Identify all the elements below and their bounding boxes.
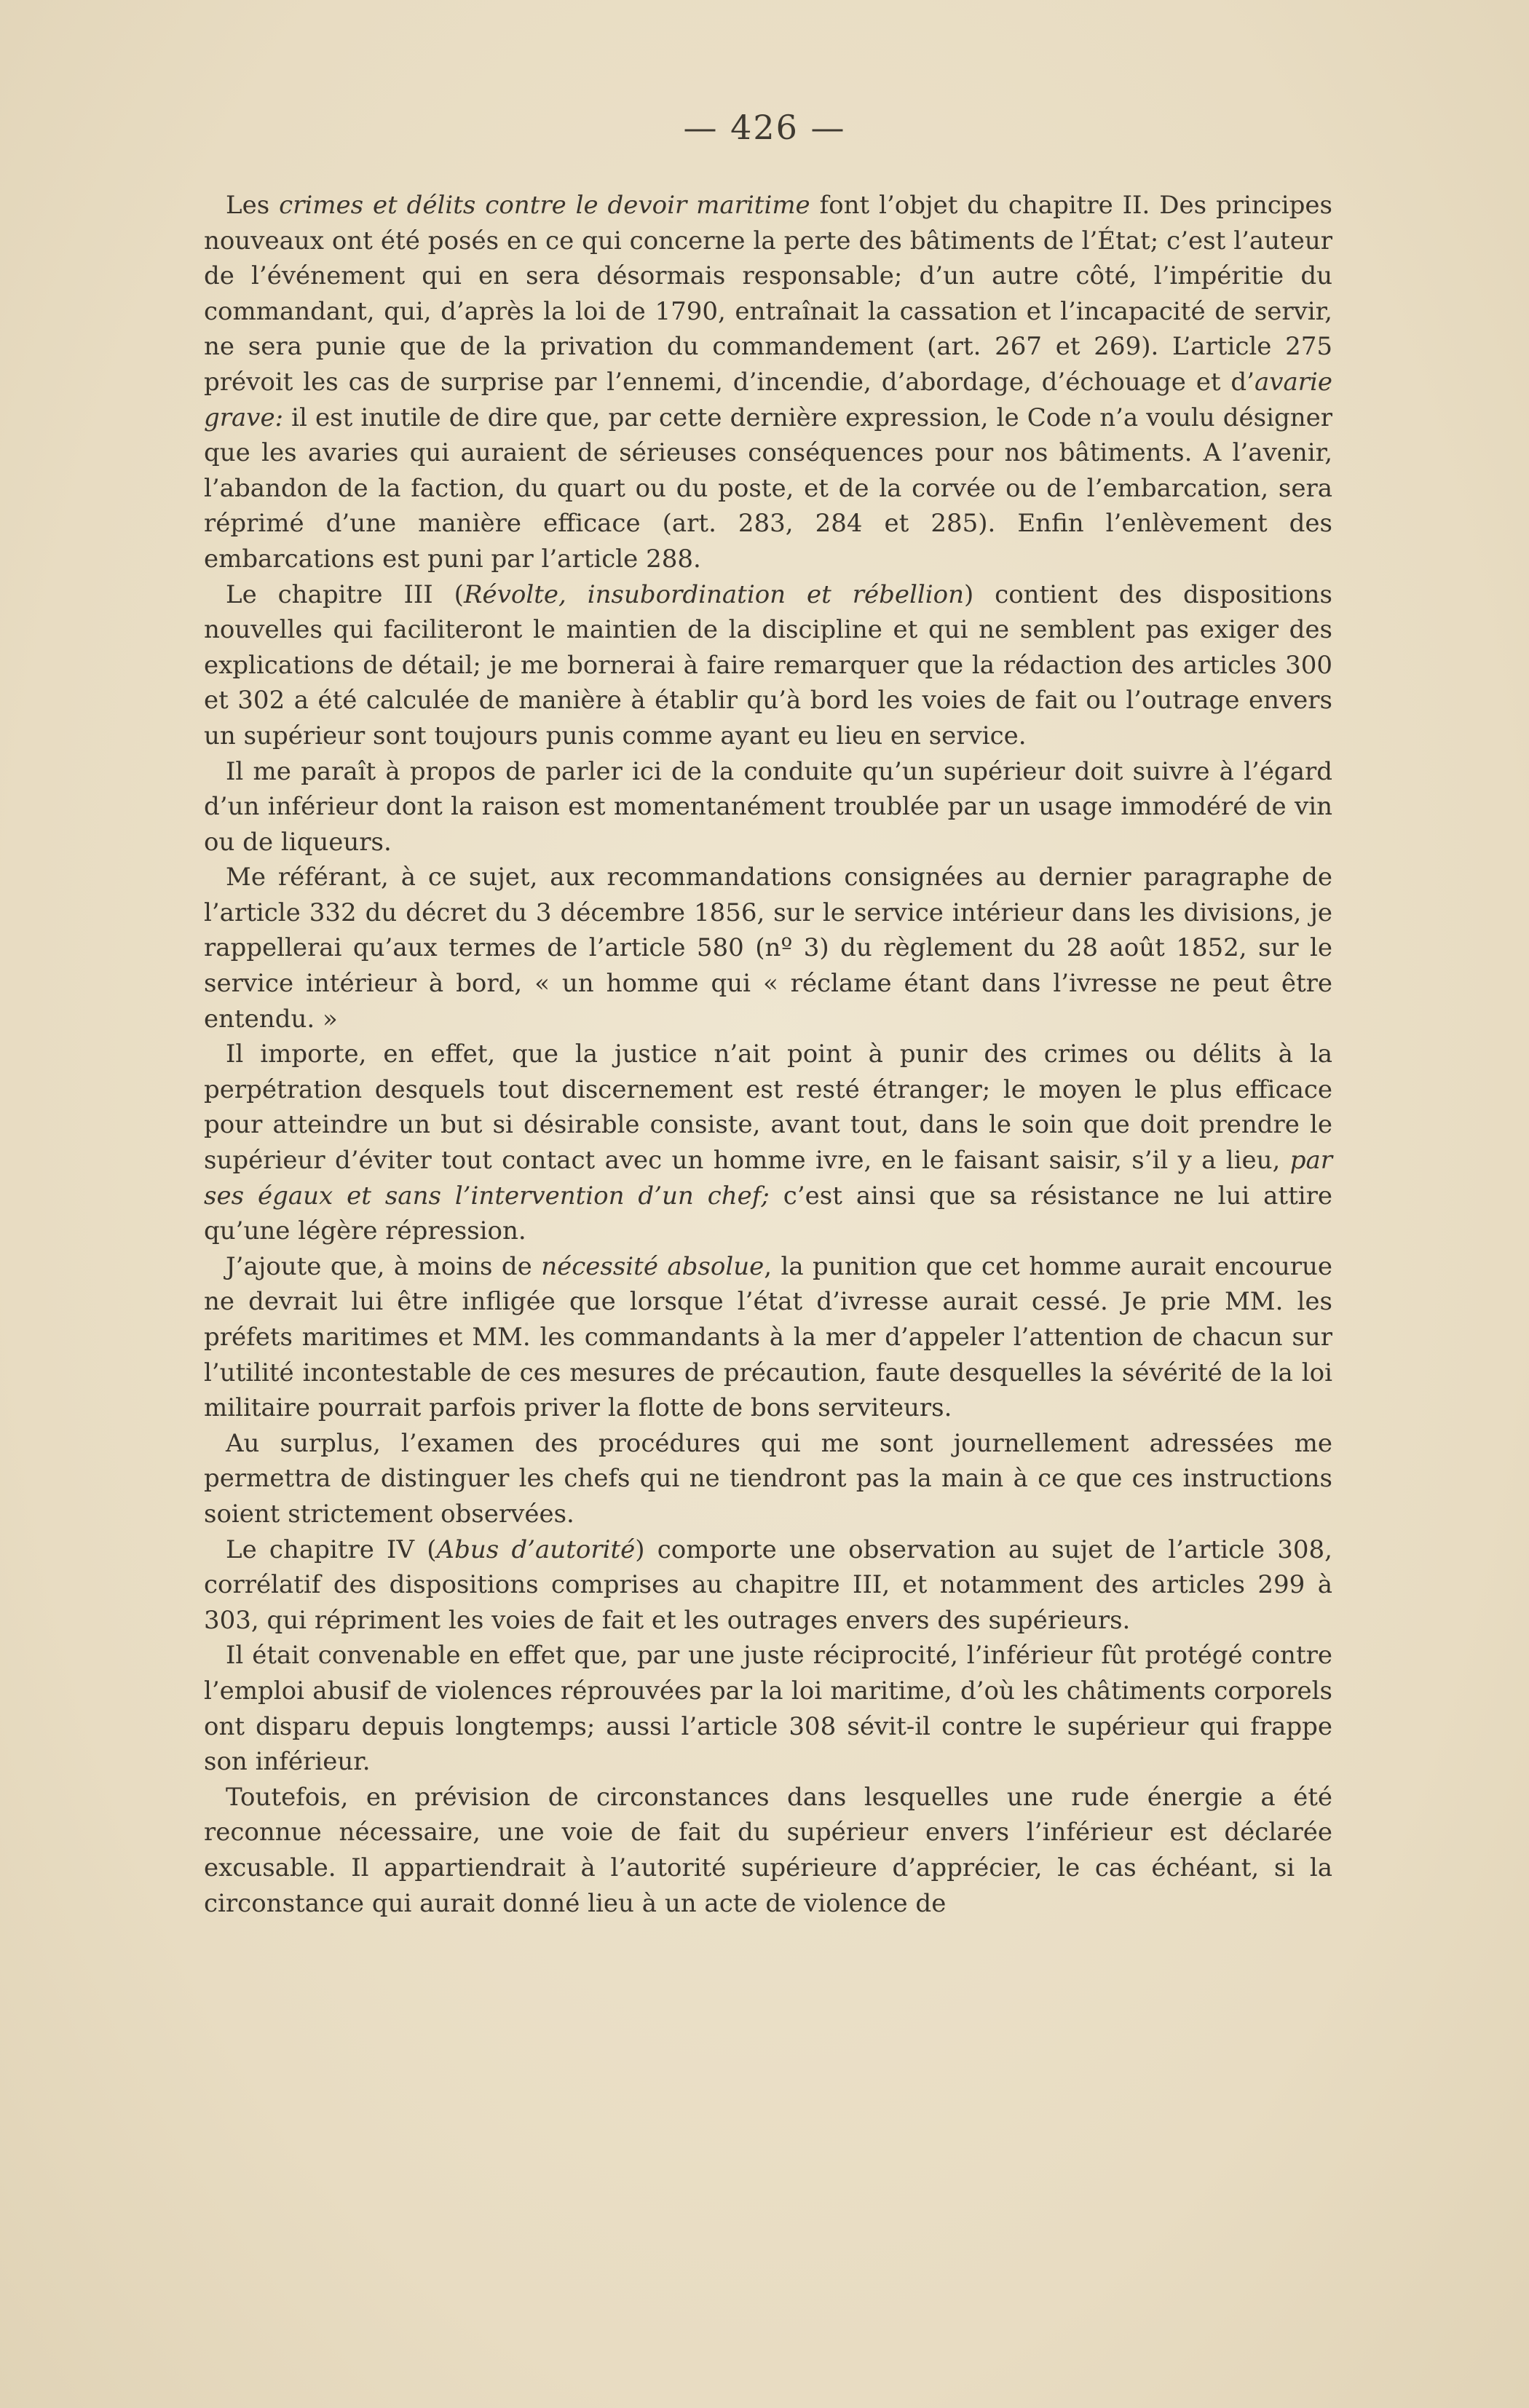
body-text (204, 188, 1332, 1921)
paragraph (204, 1532, 1332, 1639)
text-run: Il importe, en effet, que la justice n’ait point à punir des crimes ou délits à la perpétration desquels tout discernement est resté étranger; le moyen le plus efficace pour atteindre un but si désirable consiste, avant tout, dans le soin que doit prendre le supérieur d’éviter tout contact avec un homme ivre, en le faisant saisir, s’il y a lieu, (204, 1039, 1332, 1176)
italic-text: crimes et délits contre le devoir maritime (279, 191, 810, 220)
italic-text: Révolte, insubordination et rébellion (463, 579, 964, 609)
text-run: , la punition que cet homme aurait encourue ne devrait lui être infligée que lorsque l’état d’ivresse aurait cessé. Je prie MM. les préfets maritimes et MM. les commandants à la mer d’appeler l’attention de chacun sur l’utilité incontestable de ces mesures de précaution, faute desquelles la sévérité de la loi militaire pourrait parfois priver la flotte de bons serviteurs. (204, 1251, 1333, 1423)
paragraph (204, 860, 1332, 1037)
italic-text: par ses égaux et sans l’intervention d’un chef; (204, 1146, 1332, 1211)
text-run: il est inutile de dire que, par cette dernière expression, le Code n’a voulu désigner que les avaries qui auraient de sérieuses conséquences pour nos bâtiments. A l’avenir, l’abandon de la faction, du quart ou du poste, et de la corvée ou de l’embarcation, sera réprimé d’une manière efficace (art. 283, 284 et 285). Enfin l’enlèvement des embarcations est puni par l’article 288. (204, 403, 1332, 574)
italic-text: nécessité absolue (541, 1251, 764, 1281)
paragraph (204, 1638, 1332, 1779)
text-run: J’ajoute que, à moins de (226, 1251, 542, 1281)
text-run: ) comporte une observation au sujet de l’article 308, corrélatif des dispositions comprises au chapitre III, et notamment des articles 299 à 303, qui répriment les voies de fait et les outrages envers des supérieurs. (204, 1534, 1332, 1635)
page-number: — 426 — (683, 108, 846, 147)
text-run: Il était convenable en effet que, par une juste réciprocité, l’inférieur fût protégé contre l’emploi abusif de violences réprouvées par la loi maritime, d’où les châtiments corporels ont disparu depuis longtemps; aussi l’article 308 sévit-il contre le supérieur qui frappe son inférieur. (204, 1641, 1332, 1777)
text-run: Il me paraît à propos de parler ici de la conduite qu’un supérieur doit suivre à l’égard d’un inférieur dont la raison est momentanément troublée par un usage immodéré de vin ou de liqueurs. (204, 756, 1332, 857)
paragraph (204, 754, 1332, 860)
italic-text: Abus d’autorité (436, 1534, 636, 1564)
italic-text: avarie grave: (204, 367, 1332, 432)
paragraph (204, 1037, 1332, 1249)
paragraph (204, 188, 1332, 577)
text-run: Le chapitre IV ( (226, 1534, 437, 1564)
paragraph (204, 577, 1332, 754)
text-run: Le chapitre III ( (226, 579, 464, 609)
text-run: c’est ainsi que sa résistance ne lui attire qu’une légère répression. (204, 1181, 1333, 1246)
paragraph (204, 1426, 1332, 1532)
text-run: ) contient des dispositions nouvelles qui faciliteront le maintien de la discipline et qui ne semblent pas exiger des explications de détail; je me bornerai à faire remarquer que la rédaction des articles 300 et 302 a été calculée de manière à établir qu’à bord les voies de fait ou l’outrage envers un supérieur sont toujours punis comme ayant eu lieu en service. (204, 579, 1332, 750)
text-run: Au surplus, l’examen des procédures qui me sont journellement adressées me permettra de distinguer les chefs qui ne tiendront pas la main à ce que ces instructions soient strictement observées. (204, 1428, 1332, 1529)
text-run: Me référant, à ce sujet, aux recommandations consignées au dernier paragraphe de l’article 332 du décret du 3 décembre 1856, sur le service intérieur dans les divisions, je rappellerai qu’aux termes de l’article 580 (nº 3) du règlement du 28 août 1852, sur le service intérieur à bord, « un homme qui « réclame étant dans l’ivresse ne peut être entendu. » (204, 863, 1332, 1034)
paragraph (204, 1249, 1332, 1426)
text-run: Les (226, 191, 280, 220)
text-run: Toutefois, en prévision de circonstances dans lesquelles une rude énergie a été reconnue nécessaire, une voie de fait du supérieur envers l’inférieur est déclarée excusable. Il appartiendrait à l’autorité supérieure d’apprécier, le cas échéant, si la circonstance qui aurait donné lieu à un acte de violence de (204, 1782, 1332, 1918)
paragraph (204, 1780, 1332, 1921)
text-run: font l’objet du chapitre II. Des principes nouveaux ont été posés en ce qui concerne la perte des bâtiments de l’État; c’est l’auteur de l’événement qui en sera désormais responsable; d’un autre côté, l’impéritie du commandant, qui, d’après la loi de 1790, entraînait la cassation et l’incapacité de servir, ne sera punie que de la privation du commandement (art. 267 et 269). L’article 275 prévoit les cas de surprise par l’ennemi, d’incendie, d’abordage, d’échouage et d’ (204, 191, 1332, 397)
